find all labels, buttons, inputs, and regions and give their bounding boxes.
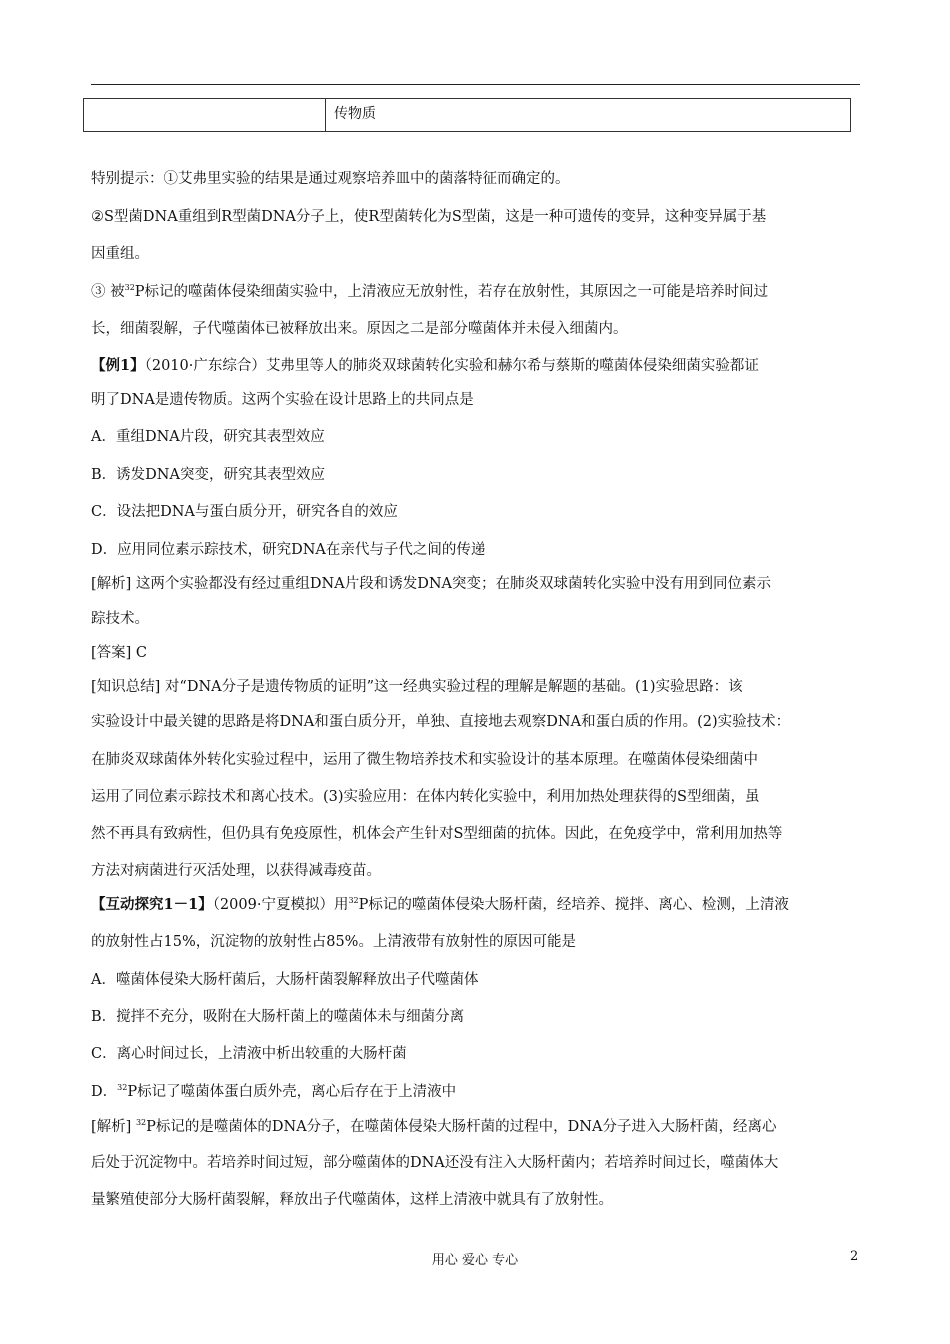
note-line-1: 特别提示：①艾弗里实验的结果是通过观察培养皿中的菌落特征而确定的。 [91,171,570,187]
superscript-32: 32 [135,1118,147,1127]
example-1-tag: 【例1】 [91,357,145,374]
example-1-option-d: D．应用同位素示踪技术，研究DNA在亲代与子代之间的传递 [91,542,486,558]
superscript-32: 32 [348,896,359,905]
example-2-tag: 【互动探究1－1】 [91,896,213,913]
note-line-4-b: P标记的噬菌体侵染细菌实验中，上清液应无放射性，若存在放射性，其原因之一可能是培养时间过 [134,284,769,300]
example-1-question: （2010·广东综合）艾弗里等人的肺炎双球菌转化实验和赫尔希与蔡斯的噬菌体侵染细菌实验都证 [144,358,759,374]
example-2-analysis-2: 后处于沉淀物中。若培养时间过短，部分噬菌体的DNA还没有注入大肠杆菌内；若培养时间过长，噬菌体大 [91,1155,779,1171]
note-line-3: 因重组。 [91,246,149,262]
example-2-question-b: P标记的噬菌体侵染大肠杆菌，经培养、搅拌、离心、检测，上清液 [358,897,789,913]
header-rule [91,84,860,85]
superscript-32: 32 [117,1083,128,1092]
example-1-question-2: 明了DNA是遗传物质。这两个实验在设计思路上的共同点是 [91,392,474,408]
example-2-analysis-3: 量繁殖使部分大肠杆菌裂解，释放出子代噬菌体，这样上清液中就具有了放射性。 [91,1192,613,1208]
note-line-2: ②S型菌DNA重组到R型菌DNA分子上，使R型菌转化为S型菌，这是一种可遗传的变异，这种变异属于基 [91,209,767,225]
note-line-4 [91,282,768,302]
table-cell-right: 传物质 [334,106,376,122]
example-1-option-a: A．重组DNA片段，研究其表型效应 [91,429,325,445]
example-2-option-c: C．离心时间过长，上清液中析出较重的大肠杆菌 [91,1046,407,1062]
example-2-analysis-1 [91,1117,776,1137]
example-1-option-c: C．设法把DNA与蛋白质分开，研究各自的效应 [91,504,398,520]
table-column-divider [325,99,326,131]
example-2-question-a: （2009·宁夏模拟）用 [212,897,349,913]
page-number: 2 [850,1249,859,1264]
footer-motto: 用心 爱心 专心 [431,1253,519,1268]
example-2-analysis-1-b: P标记的是噬菌体的DNA分子，在噬菌体侵染大肠杆菌的过程中，DNA分子进入大肠杆菌，经离心 [146,1119,777,1135]
example-2-option-b: B．搅拌不充分，吸附在大肠杆菌上的噬菌体未与细菌分离 [91,1009,465,1025]
superscript-32: 32 [124,283,135,292]
example-2-question-2: 的放射性占15%，沉淀物的放射性占85%。上清液带有放射性的原因可能是 [91,934,576,950]
example-1-analysis-1: [解析] 这两个实验都没有经过重组DNA片段和诱发DNA突变；在肺炎双球菌转化实验中没有用到同位素示 [91,576,771,592]
example-1-heading [91,356,759,376]
summary-line-1: [知识总结] 对“DNA分子是遗传物质的证明”这一经典实验过程的理解是解题的基础。(1)实验思路：该 [91,679,743,695]
example-2-option-d-b: P标记了噬菌体蛋白质外壳，离心后存在于上清液中 [127,1084,457,1100]
example-2-option-d-a: D． [91,1084,118,1100]
example-1-analysis-2: 踪技术。 [91,611,149,627]
example-1-answer: [答案] C [91,645,148,661]
example-2-option-d [91,1082,456,1102]
example-2-option-a: A．噬菌体侵染大肠杆菌后，大肠杆菌裂解释放出子代噬菌体 [91,972,479,988]
summary-line-5: 然不再具有致病性，但仍具有免疫原性，机体会产生针对S型细菌的抗体。因此，在免疫学中，常利用加热等 [91,826,783,842]
summary-line-3: 在肺炎双球菌体外转化实验过程中，运用了微生物培养技术和实验设计的基本原理。在噬菌体侵染细菌中 [91,752,758,768]
example-2-analysis-1-a: [解析] [91,1119,136,1135]
example-1-option-b: B．诱发DNA突变，研究其表型效应 [91,467,325,483]
summary-line-2: 实验设计中最关键的思路是将DNA和蛋白质分开，单独、直接地去观察DNA和蛋白质的作用。(2)实验技术： [91,714,791,730]
table-fragment [83,98,851,132]
note-line-5: 长，细菌裂解，子代噬菌体已被释放出来。原因之二是部分噬菌体并未侵入细菌内。 [91,321,628,337]
example-2-heading [91,895,789,915]
note-line-4-a: ③ 被 [91,284,125,300]
summary-line-6: 方法对病菌进行灭活处理，以获得减毒疫苗。 [91,863,381,879]
summary-line-4: 运用了同位素示踪技术和离心技术。(3)实验应用：在体内转化实验中，利用加热处理获得的S型细菌，虽 [91,789,760,805]
